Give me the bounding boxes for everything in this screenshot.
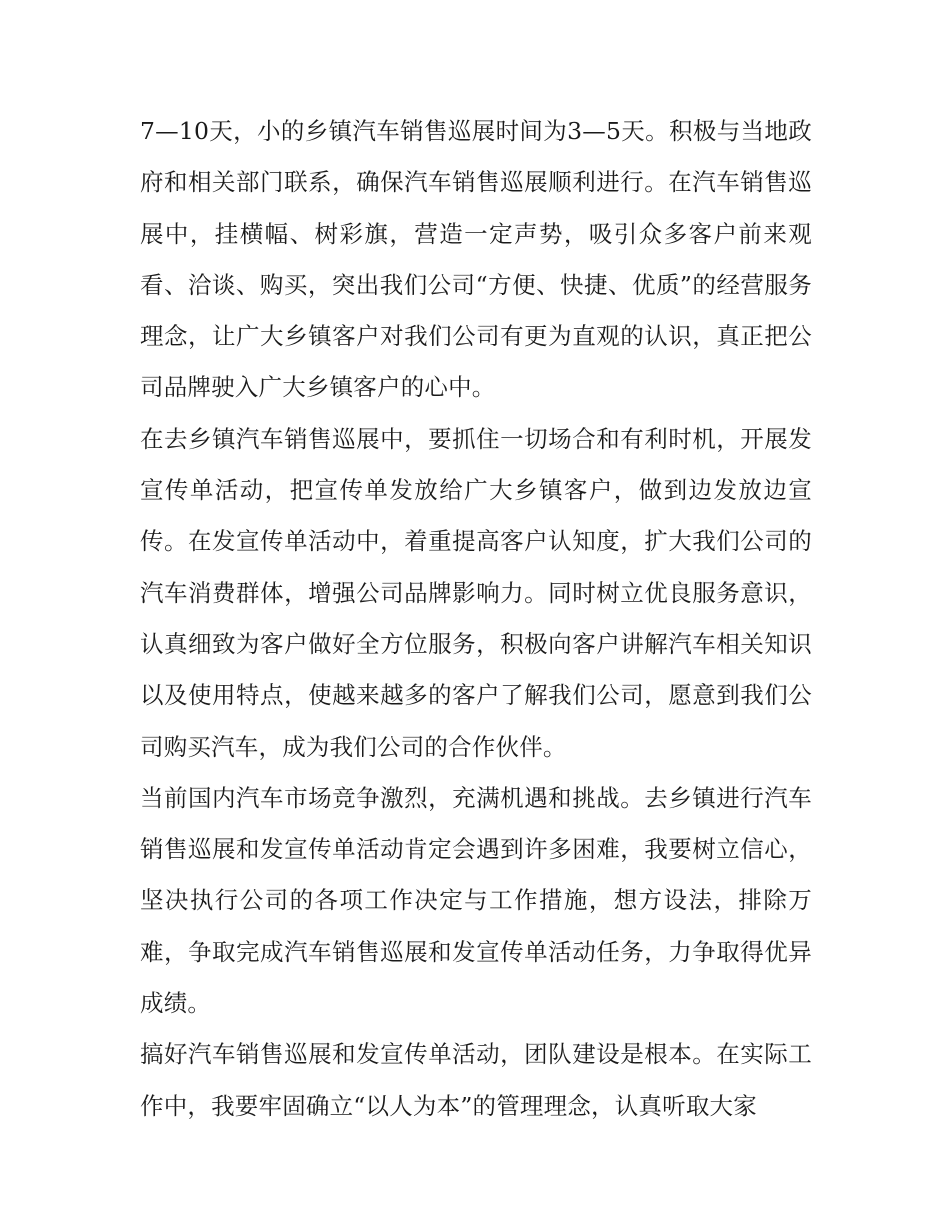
paragraph-flyer-activity: 在去乡镇汽车销售巡展中，要抓住一切场合和有利时机，开展发宣传单活动，把宣传单发放给广大乡镇客户，做到边发放边宣传。在发宣传单活动中，着重提高客户认知度，扩大我们公司的汽车消费群体，增强公司品牌影响力。同时树立优良服务意识，认真细致为客户做好全方位服务，积极向客户讲解汽车相关知识以及使用特点，使越来越多的客户了解我们公司，愿意到我们公司购买汽车，成为我们公司的合作伙伴。 (140, 424, 812, 761)
paragraph-market-competition: 当前国内汽车市场竞争激烈，充满机遇和挑战。去乡镇进行汽车销售巡展和发宣传单活动肯定会遇到许多困难，我要树立信心，坚决执行公司的各项工作决定与工作措施，想方设法，排除万难，争取完成汽车销售巡展和发宣传单活动任务，力争取得优异成绩。 (140, 783, 812, 1018)
document-body (140, 106, 812, 1132)
paragraph-team-building: 搞好汽车销售巡展和发宣传单活动，团队建设是根本。在实际工作中，我要牢固确立“以人为本”的管理理念，认真听取大家 (140, 1040, 812, 1120)
paragraph-roadshow-duration: 7—10天，小的乡镇汽车销售巡展时间为3—5天。积极与当地政府和相关部门联系，确保汽车销售巡展顺利进行。在汽车销售巡展中，挂横幅、树彩旗，营造一定声势，吸引众多客户前来观看、洽谈、购买，突出我们公司“方便、快捷、优质”的经营服务理念，让广大乡镇客户对我们公司有更为直观的认识，真正把公司品牌驶入广大乡镇客户的心中。 (140, 117, 812, 402)
